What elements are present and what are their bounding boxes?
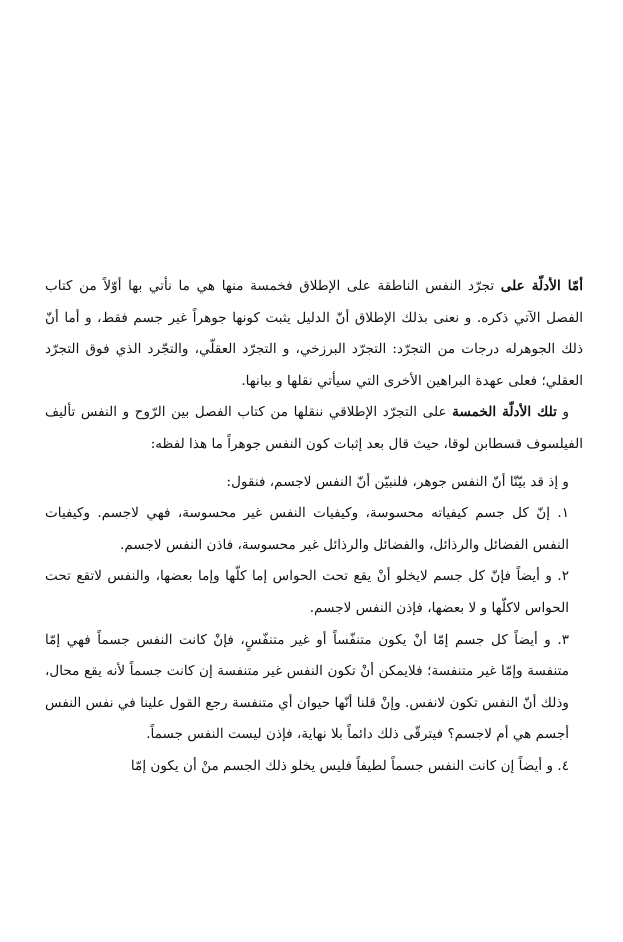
paragraph-proofs	[45, 397, 583, 460]
paragraph-body: تجرّد النفس الناطقة على الإطلاق فخمسة منها هي ما نأتي بها أوّلاً من كتاب الفصل الآتي ذكره. و نعنى بذلك الإطلاق أنّ الدليل يثبت كونها جوهراً غير جسم فقط، و أما أنّ ذلك الجوهرله درجات من التجرّد: التجرّد البرزخي، و التجرّد العقلّي، والتجّرد الذي فوق التجرّد العقلي؛ فعلى عهدة البراهين الأخرى التي سيأتي نقلها و بيانها.	[45, 278, 583, 389]
quote-intro: و إذ قد بيّنّا أنّ النفس جوهر، فلنبيّن أنّ النفس لاجسم، فنقول:	[226, 473, 569, 490]
paragraph-lead: أمّا الأدلّة على	[500, 278, 583, 294]
paragraph-lead: تلك الأدلّة الخمسة	[452, 404, 557, 421]
proof-item-3: ٣. و أيضاً كل جسم إمّا أنْ يكون متنفّساً أو غير متنفّسٍ، فإنْ كانت النفس جسماً فهي إمّا متنفسة وإمّا غير متنفسة؛ فلايمكن أنْ تكون النفس غير متنفسة إن كانت جسماً لأنه يقع محال، وذلك أنّ النفس تكون لانفس. وإنْ قلنا أنّها حيوان أي متنفسة رجع القول علينا في نفس النفس أجسم هي أم لاجسم؟ فيترقّى ذلك دائماً بلا نهاية، فإذن ليست النفس جسماً.	[45, 631, 569, 743]
proof-item-2: ٢. و أيضاً فإنّ كل جسم لايخلو أنْ يقع تحت الحواس إما كلّها وإما بعضها، والنفس لاتقع تحت الحواس لاكلّها و لا بعضها، فإذن النفس لاجسم.	[45, 568, 569, 616]
paragraph-body: على التجرّد الإطلاقي ننقلها من كتاب الفصل بين الرّوح و النفس تأليف الفيلسوف قسطابن لوقا، حيث قال بعد إثبات كون النفس جوهراً ما هذا لفظه:	[45, 404, 583, 452]
proof-item-4: ٤. و أيضاً إن كانت النفس جسماً لطيفاً فليس يخلو ذلك الجسم منْ أن يكون إمّا	[130, 757, 569, 774]
paragraph-prefix: و	[556, 404, 570, 421]
proof-item-1: ١. إنّ كل جسم كيفياته محسوسة، وكيفيات النفس غير محسوسة، فهي لاجسم. وكيفيات النفس الفضائل والرذائل، والفضائل والرذائل غير محسوسة، فاذن النفس لاجسم.	[45, 505, 569, 553]
body-text	[45, 271, 583, 783]
paragraph-intro	[45, 271, 583, 397]
